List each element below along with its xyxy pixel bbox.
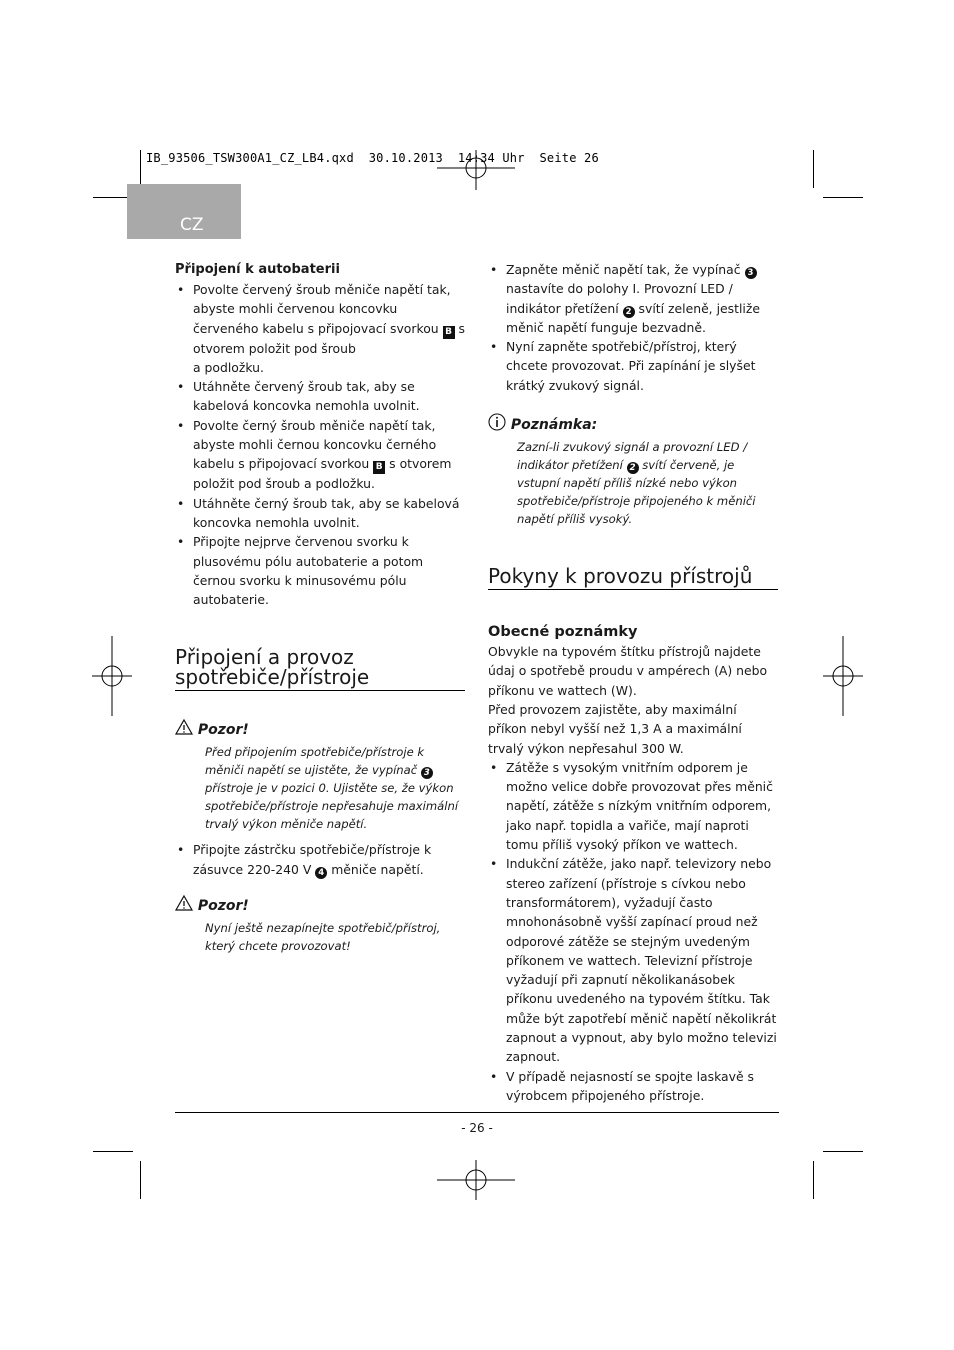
list-item: • Utáhněte černý šroub tak, aby se kabelová koncovka nemohla uvolnit. [175, 494, 465, 533]
paragraph: Obvykle na typovém štítku přístrojů najdete údaj o spotřebě proudu v ampérech (A) nebo příkonu ve wattech (W). [488, 644, 768, 698]
registration-mark-left [92, 636, 132, 716]
warning-title: Pozor! [197, 898, 249, 915]
socket-badge: 4 [315, 867, 327, 879]
terminal-b-badge: B [373, 461, 385, 474]
warning-triangle-icon [175, 719, 193, 735]
page-number: - 26 - [461, 1121, 493, 1135]
section-heading-operation: Pokyny k provozu přístrojů [488, 566, 778, 590]
list-item: • Utáhněte červený šroub tak, aby se kabelová koncovka nemohla uvolnit. [175, 377, 465, 416]
print-file-header: IB_93506_TSW300A1_CZ_LB4.qxd 30.10.2013 14:34 Uhr Seite 26 [146, 151, 599, 165]
list-item: • Připojte nejprve červenou svorku k plusovému pólu autobaterie a potom černou svorku k minusovému pólu autobaterie. [175, 532, 465, 609]
list-item: • V případě nejasností se spojte laskavě s výrobcem připojeného přístroje. [488, 1067, 778, 1106]
note-block [488, 413, 778, 528]
list-item: • Zapněte měnič napětí tak, že vypínač 3 nastavíte do polohy I. Provozní LED / indikátor přetížení 2 svítí zeleně, jestliže měnič napětí funguje bezvadně. [488, 260, 778, 337]
list-item: • Zátěže s vysokým vnitřním odporem je možno velice dobře provozovat přes měnič napětí, zátěže s nízkým vnitřním odporem, jako např. topidla a vařiče, mají naproti tomu příliš vysoký příkon ve wattech. [488, 758, 778, 854]
general-notes-list [488, 758, 778, 1105]
registration-mark-top [437, 150, 515, 190]
footer-rule [175, 1112, 779, 1113]
warning-block-1 [175, 719, 465, 833]
list-item: • Povolte černý šroub měniče napětí tak, abyste mohli černou koncovku černého kabelu s připojovací svorkou B s otvorem položit pod šroub a podložku. [175, 416, 465, 494]
led-badge: 2 [627, 462, 639, 474]
note-text: Zazní-li zvukový signál a provozní LED / indikátor přetížení 2 svítí červeně, je vstupní napětí příliš nízké nebo výkon spotřebiče/přístroje připojeného k měniči napětí příliš vysoký. [517, 440, 756, 527]
warning-title: Pozor! [197, 722, 249, 739]
right-column [488, 260, 778, 1105]
registration-mark-bottom [437, 1160, 515, 1200]
left-column [175, 260, 465, 955]
subsection-heading-general: Obecné poznámky [488, 624, 638, 641]
warning-text: Před připojením spotřebiče/přístroje k měniči napětí se ujistěte, že vypínač 3 přístroje je v pozici 0. Ujistěte se, že výkon spotřebiče/přístroje nepřesahuje maximální trvalý výkon měniče napětí. [205, 745, 459, 832]
registration-mark-right [823, 636, 863, 716]
info-icon [488, 413, 506, 431]
language-code: CZ [180, 215, 204, 235]
warning-block-2 [175, 895, 465, 955]
list-item: • Připojte zástrčku spotřebiče/přístroje k zásuvce 220-240 V 4 měniče napětí. [175, 840, 465, 879]
list-item: • Nyní zapněte spotřebič/přístroj, který chcete provozovat. Při zapínání je slyšet krátký zvukový signál. [488, 337, 778, 395]
battery-steps-list [175, 280, 465, 609]
section-heading-battery: Připojení k autobaterii [175, 262, 340, 277]
operation-steps-list [488, 260, 778, 395]
language-tab [127, 184, 241, 239]
switch-badge: 3 [421, 767, 433, 779]
warning-text: Nyní ještě nezapínejte spotřebič/přístroj, který chcete provozovat! [205, 921, 441, 954]
terminal-b-badge: B [443, 326, 455, 339]
led-badge: 2 [623, 306, 635, 318]
list-item: • Povolte červený šroub měniče napětí tak, abyste mohli červenou koncovku červeného kabelu s připojovací svorkou B s otvorem položit pod šroub a podložku. [175, 280, 465, 377]
note-title: Poznámka: [510, 417, 598, 434]
switch-badge: 3 [745, 267, 757, 279]
list-item: • Indukční zátěže, jako např. televizory nebo stereo zařízení (přístroje s cívkou nebo transformátorem), vyžadují často mnohonásobně vyšší zapínací proud než odporové zátěže se stejným uvedeným příkonem ve wattech. Televizní přístroje vyžadují při zapnutí několikanásobek příkonu uvedeného na typovém štítku. Tak může být zapotřebí měnič napětí několikrát zapnout a vypnout, aby bylo možno televizi zapnout. [488, 854, 778, 1066]
plug-step-list [175, 840, 465, 879]
warning-triangle-icon [175, 895, 193, 911]
section-heading-connection: Připojení a provoz spotřebiče/přístroje [175, 647, 465, 691]
paragraph: Před provozem zajistěte, aby maximální příkon nebyl vyšší než 1,3 A a maximální trvalý výkon nepřesahul 300 W. [488, 701, 742, 756]
